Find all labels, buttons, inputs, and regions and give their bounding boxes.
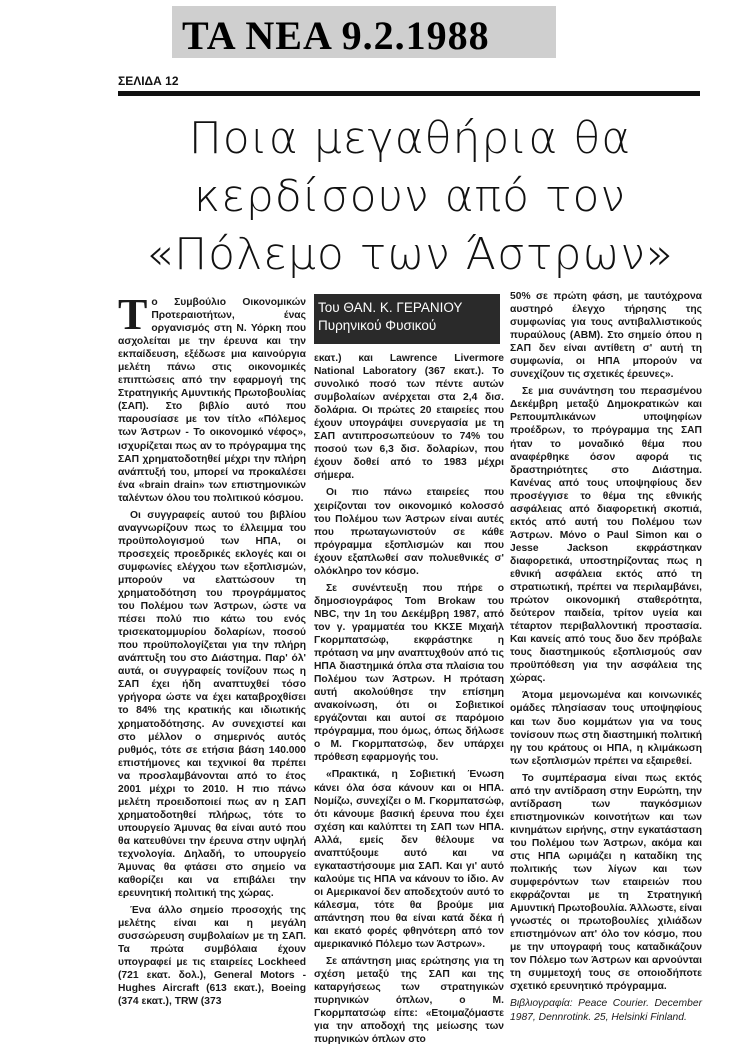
paragraph: Οι συγγραφείς αυτού του βιβλίου αναγνωρίζουν πως το έλλειμμα του προϋπολογισμού των ΗΠΑ, οι προσεχείς προεδρικές εκλογές και οι συμφωνίες ελέγχου των εξοπλισμών, μπορούν να ελαττώσουν τη χρηματοδότηση του προγράμματος του Πολέμου των Άστρων, ώστε να πέσει πολύ πιο κάτω του ενός τρισεκατομμυρίου δολαρίων, ποσού που προϋπολογίζεται για την πλήρη ανάπτυξη του στο Διάστημα. Παρ' όλ' αυτά, οι συγγραφείς τονίζουν πως η ΣΑΠ έχει ήδη αναπτυχθεί τόσο γρήγορα ώστε να έχει καταβροχθίσει το 84% της κρατικής και ιδιωτικής χρηματοδότησης. Αν συνεχιστεί και στο μέλλον ο σημερινός αυτός ρυθμός, τότε σε ετήσια βάση 140.000 επιστήμονες και τεχνικοί θα πρέπει να προσλαμβάνονται από το έτος 2001 μέχρι το 2010. Η πιο πάνω μελέτη προειδοποιεί πως αν η ΣΑΠ χρηματοδοτηθεί πλήρως, τότε το υπουργείο Άμυνας θα είναι αυτό που θα κατευθύνει την έρευνα στην υψηλή τεχνολογία. Δηλαδή, το υπουργείο Άμυνας θα φτάσει στο σημείο να καθορίζει και να επιβάλει την ερευνητική πολιτική της χώρας. bbox=[118, 509, 306, 900]
article-column-3 bbox=[510, 290, 702, 1028]
paragraph-text: ο Συμβούλιο Οικονομικών Προτεραιοτήτων, ένας οργανισμός στη Ν. Υόρκη που ασχολείται με την έρευνα και την εκπαίδευση, εξέδωσε μια καινούργια μελέτη πάνω στις οικονομικές επιπτώσεις από την εφαρμογή της Στρατηγικής Αμυντικής Πρωτοβουλίας (ΣΑΠ). Στο βιβλίο αυτό που παρουσίασε με τον τίτλο «Πόλεμος των Άστρων - Το οικονομικό νέφος», ισχυρίζεται πως αν το πρόγραμμα της ΣΑΠ χρηματοδοτηθεί μέχρι την πλήρη ανάπτυξή του, μπορεί να προκαλέσει ένα «brain drain» των επιστημονικών ταλέντων όλου του πολιτικού κόσμου. bbox=[118, 297, 306, 504]
bibliography: Βιβλιογραφία: Peace Courier. December 1987, Dennrotink. 25, Helsinki Finland. bbox=[510, 998, 702, 1023]
article-column-2 bbox=[314, 352, 504, 1050]
article-column-1 bbox=[118, 290, 306, 1013]
paragraph: Ένα άλλο σημείο προσοχής της μελέτης είναι και η μεγάλη συσσώρευση συμβολαίων με τη ΣΑΠ. Τα πρώτα συμβόλαια έχουν υπογραφεί με τις εταιρείες Lockheed (721 εκατ. δολ.), General Motors - Hughes Aircraft (613 εκατ.), Boeing (374 εκατ.), TRW (373 bbox=[118, 905, 306, 1008]
paragraph: Άτομα μεμονωμένα και κοινωνικές ομάδες πλησίασαν τους υποψηφίους και των δυο κομμάτων για να τους τονίσουν πως στη διαστημική πολιτική ηγ του κράτους οι ΗΠΑ, η κλιμάκωση των εξοπλισμών πρέπει να εξαιρεθεί. bbox=[510, 690, 702, 767]
page-label: ΣΕΛΙΔΑ 12 bbox=[118, 74, 179, 88]
paragraph: Το συμπέρασμα είναι πως εκτός από την αντίδραση στην Ευρώπη, την αντίδραση των παγκόσμιων επιστημονικών κοινοτήτων και των κινημάτων ειρήνης, στην εγκατάσταση του Πολέμου των Άστρων, ακόμα και στις ΗΠΑ ωριμάζει η καταδίκη της πολιτικής των λίγων και των συμφερόντων των εταιρειών που εκφράζονται με τη Στρατηγική Αμυντική Πρωτοβουλία. Άλλωστε, είναι γνωστές οι πρωτοβουλίες χιλιάδων επιστημόνων απ' όλο τον κόσμο, που με την υπογραφή τους καταδικάζουν τον Πόλεμο των Άστρων και αρνούνται τη συμμετοχή τους σε οποιοδήποτε σχετικό ερευνητικό πρόγραμμα. bbox=[510, 772, 702, 993]
paragraph: Οι πιο πάνω εταιρείες που χειρίζονται τον οικονομικό κολοσσό του Πολέμου των Άστρων είναι αυτές που πρωταγωνιστούν σε κάθε πρόγραμμα εξοπλισμών και που έχουν εξαπλωθεί σαν πολυεθνικές σ' ολόκληρο τον κόσμο. bbox=[314, 487, 504, 577]
paragraph: «Πρακτικά, η Σοβιετική Ένωση κάνει όλα όσα κάνουν και οι ΗΠΑ. Νομίζω, συνεχίζει ο Μ. Γκορμπατσώφ, ότι κάνουμε βασική έρευνα που έχει σχέση και καλύπτει τη ΣΑΠ των ΗΠΑ. Αλλά, εμείς δεν θέλουμε να αναπτύξουμε αυτό και να εγκαταστήσουμε μια ΣΑΠ. Και γι' αυτό καλούμε τις ΗΠΑ να κάνουν το ίδιο. Αν οι Αμερικανοί δεν αποδεχτούν αυτό το κάλεσμα, τότε θα βρούμε μια απάντηση που θα είναι κατά δέκα ή και εκατό φορές φθηνότερη από τον αμερικανικό Πόλεμο των Άστρων». bbox=[314, 769, 504, 951]
paragraph: Σε συνέντευξη που πήρε ο δημοσιογράφος Tom Brokaw του NBC, την 1η του Δεκέμβρη 1987, από τον γ. γραμματέα του ΚΚΣΕ Μιχαήλ Γκορμπατσώφ, εκφράστηκε η πρόταση να μην αναπτυχθούν από τις ΗΠΑ διαστημικά όπλα στα πλαίσια του Πολέμου των Άστρων. Η πρόταση αυτή ακολούθησε την επίσημη ανακοίνωση, ότι οι Σοβιετικοί εργάζονται και αυτοί σε παρόμοιο πρόγραμμα, που όμως, όπως δήλωσε ο Μ. Γκορμπατσώφ, δεν υπάρχει πρόθεση εφαρμογής του. bbox=[314, 582, 504, 764]
headline-line-2: κερδίσουν από τον bbox=[193, 171, 626, 222]
masthead bbox=[172, 6, 556, 58]
byline-author: Του ΘΑΝ. Κ. ΓΕΡΑΝΙΟΥ bbox=[318, 300, 463, 315]
header-rule bbox=[118, 91, 700, 96]
drop-cap: Τ bbox=[118, 290, 148, 339]
masthead-title: TA NEA 9.2.1988 bbox=[182, 13, 490, 58]
headline-line-3: «Πόλεμο των Άστρων» bbox=[146, 229, 674, 280]
paragraph: Σε μια συνάντηση του περασμένου Δεκέμβρη μεταξύ Δημοκρατικών και Ρεπουμπλικάνων υποψηφίων προέδρων, το πρόγραμμα της ΣΑΠ ήταν το μοναδικό θέμα που αναφέρθηκε όσον αφορά τις δραστηριότητες στο Διάστημα. Κανένας από τους υποψηφίους δεν προσέγγισε το θέμα της εθνικής ασφάλειας από διαφορετική σκοπιά, εκτός από αυτή του Πολέμου των Άστρων. Μόνο ο Paul Simon και ο Jesse Jackson εκφράστηκαν διαφορετικά, υποστηρίζοντας πως η εθνική ασφάλεια εκτός από τη στρατιωτική, πρέπει να περιλαμβάνει, πρώτον οικονομική σταθερότητα, δεύτερον παιδεία, τρίτον υγεία και τέταρτον περιβαλλοντική προστασία. Και κανείς από τους δυο δεν πρόβαλε τους διαστημικούς εξοπλισμούς σαν προϋπόθεση για την ασφάλεια της χώρας. bbox=[510, 386, 702, 685]
headline-line-1: Ποια μεγαθήρια θα bbox=[188, 113, 632, 164]
paragraph: Σε απάντηση μιας ερώτησης για τη σχέση μεταξύ της ΣΑΠ και της καταργήσεως των στρατηγικών πυρηνικών όπλων, ο Μ. Γκορμπατσώφ είπε: «Ετοιμαζόμαστε για την αποδοχή της μείωσης των πυρηνικών όπλων στο bbox=[314, 956, 504, 1046]
byline-role: Πυρηνικού Φυσικού bbox=[318, 318, 437, 333]
paragraph bbox=[118, 290, 306, 505]
headline bbox=[120, 110, 700, 284]
paragraph: εκατ.) και Lawrence Livermore National Laboratory (367 εκατ.). Το συνολικό ποσό των πέντε αυτών συμβολαίων ανέρχεται στα 2,4 δισ. δολάρια. Οι πρώτες 20 εταιρείες που έχουν υπογράψει συνεργασία με τη ΣΑΠ αντιπροσωπεύουν το 74% του ποσού των 6,3 δισ. δολαρίων, που έχουν δοθεί από το 1983 μέχρι σήμερα. bbox=[314, 353, 504, 482]
paragraph: 50% σε πρώτη φάση, με ταυτόχρονα αυστηρό έλεγχο τήρησης της συμφωνίας για τους αντιβαλλιστικούς πυραύλους (ΑΒΜ). Στο σημείο όπου η ΣΑΠ δεν είναι αντίθετη σ' αυτή τη συμφωνία, οι ΗΠΑ μπορούν να συνεχίζουν τις σχετικές έρευνες». bbox=[510, 291, 702, 381]
byline-box bbox=[314, 294, 500, 344]
